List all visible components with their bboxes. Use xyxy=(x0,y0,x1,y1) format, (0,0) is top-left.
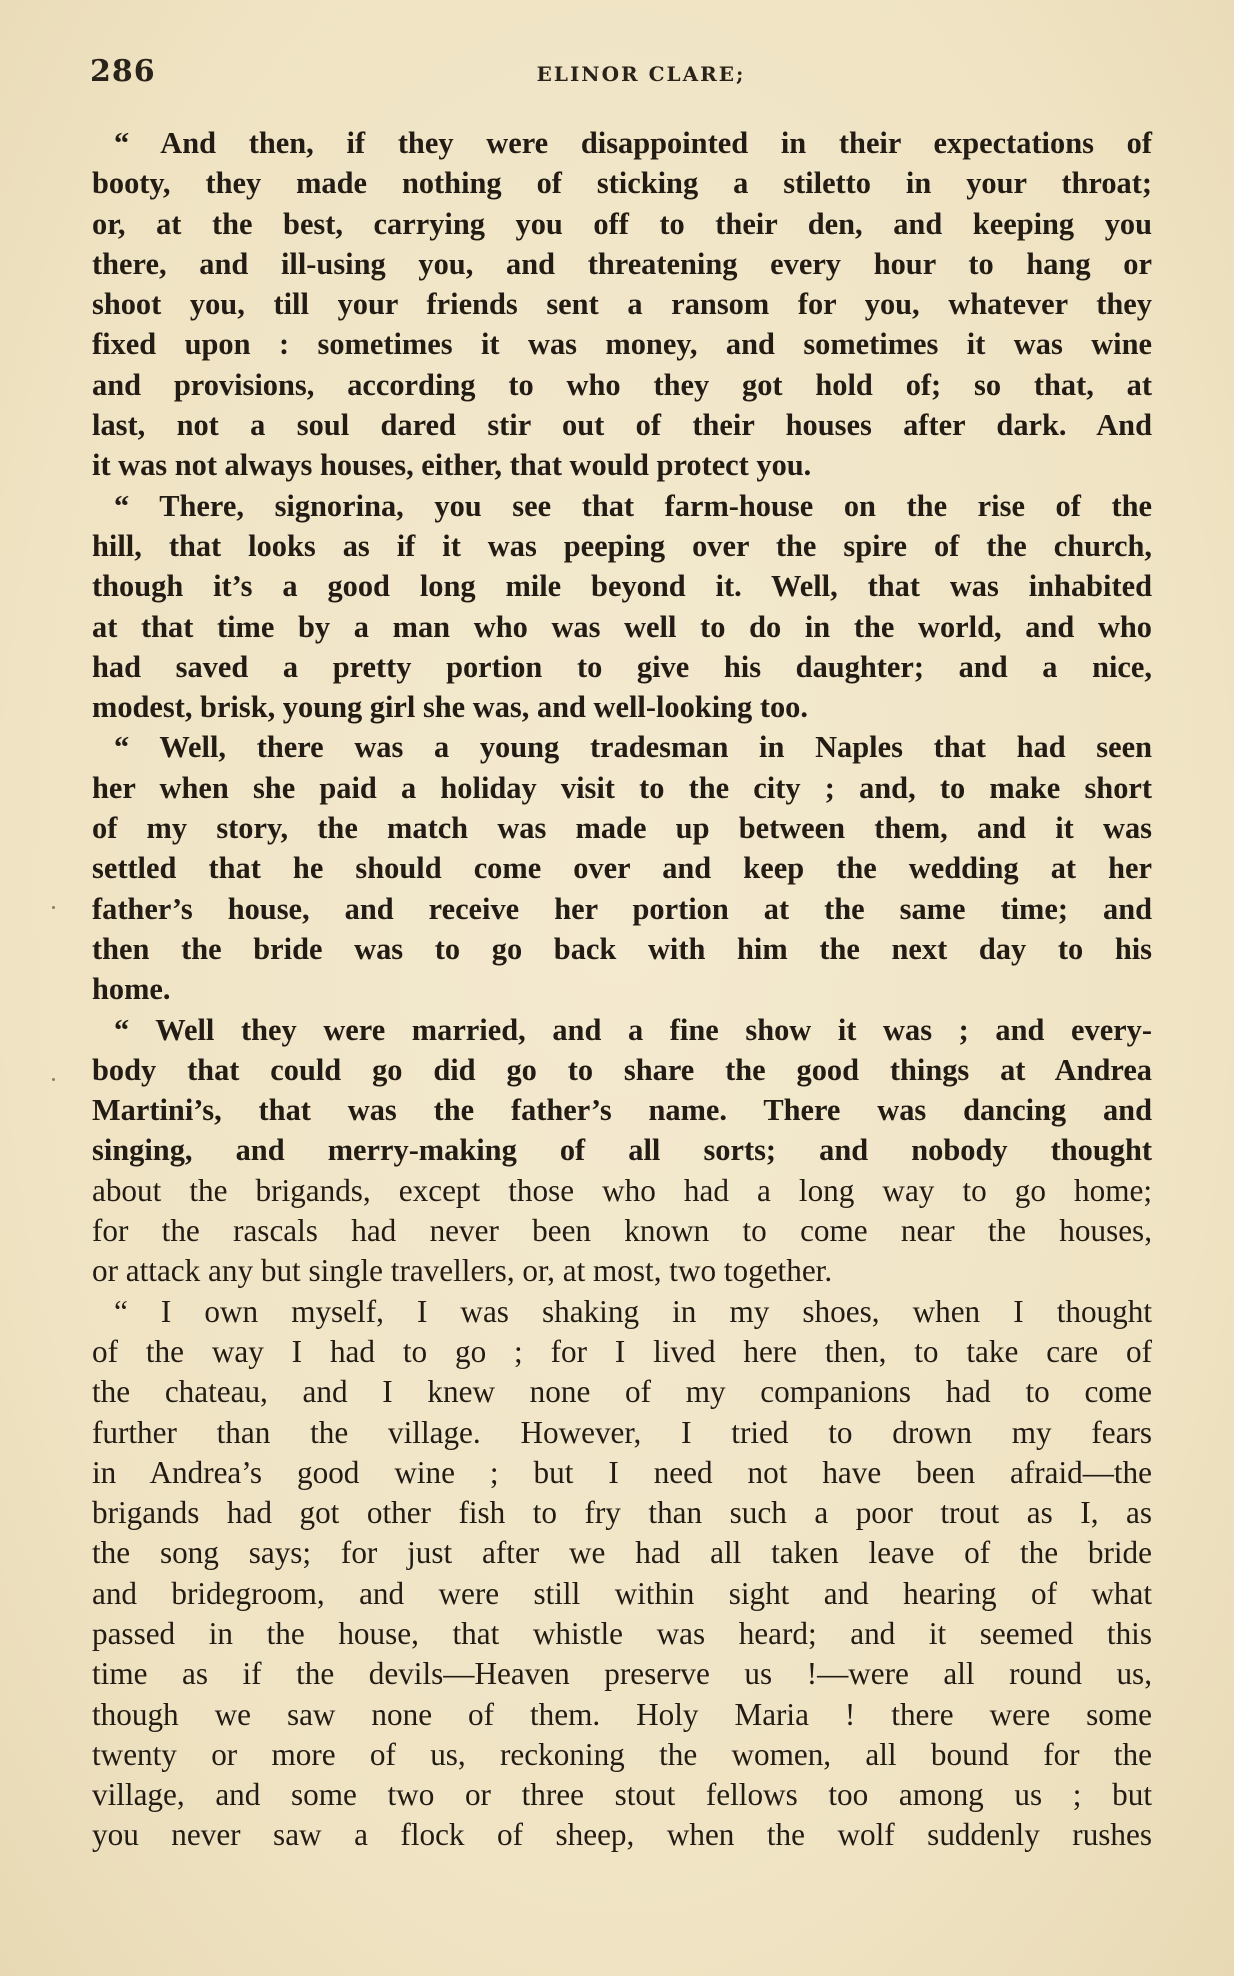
text-line: “ Well, there was a young tradesman in Naples that had seen xyxy=(114,730,1152,765)
body-text xyxy=(92,123,1152,1856)
text-line: though it’s a good long mile beyond it. Well, that was inhabited xyxy=(92,569,1152,604)
text-line: singing, and merry-making of all sorts; and nobody thought xyxy=(92,1133,1152,1168)
page-number: 286 xyxy=(90,54,156,89)
text-line: modest, brisk, young girl she was, and well-looking too. xyxy=(92,690,808,725)
text-line: in Andrea’s good wine ; but I need not have been afraid—the xyxy=(92,1454,1152,1490)
text-line: booty, they made nothing of sticking a stiletto in your throat; xyxy=(92,166,1152,201)
text-line: it was not always houses, either, that would protect you. xyxy=(92,448,812,483)
text-line: body that could go did go to share the good things at Andrea xyxy=(92,1052,1152,1087)
text-line: then the bride was to go back with him the next day to his xyxy=(92,931,1152,966)
text-line: you never saw a flock of sheep, when the wolf suddenly rushes xyxy=(92,1817,1152,1853)
text-line: about the brigands, except those who had a long way to go home; xyxy=(92,1172,1152,1208)
text-line: time as if the devils—Heaven preserve us !—were all round us, xyxy=(92,1656,1152,1692)
text-line: settled that he should come over and keep the wedding at her xyxy=(92,851,1152,886)
text-line: the song says; for just after we had all taken leave of the bride xyxy=(92,1535,1152,1571)
margin-speck xyxy=(52,906,55,909)
text-line: father’s house, and receive her portion at the same time; and xyxy=(92,891,1152,926)
text-line: fixed upon : sometimes it was money, and sometimes it was wine xyxy=(92,327,1152,362)
text-line: “ Well they were married, and a fine show it was ; and every- xyxy=(114,1012,1152,1047)
text-line: hill, that looks as if it was peeping over the spire of the church, xyxy=(92,528,1152,563)
text-line: “ I own myself, I was shaking in my shoes, when I thought xyxy=(114,1293,1152,1329)
text-line: her when she paid a holiday visit to the city ; and, to make short xyxy=(92,770,1152,805)
text-line: the chateau, and I knew none of my companions had to come xyxy=(92,1374,1152,1410)
text-line: brigands had got other fish to fry than such a poor trout as I, as xyxy=(92,1495,1152,1531)
text-line: for the rascals had never been known to come near the houses, xyxy=(92,1213,1152,1249)
text-line: further than the village. However, I tried to drown my fears xyxy=(92,1414,1152,1450)
text-line: “ And then, if they were disappointed in their expectations of xyxy=(114,126,1152,160)
text-line: twenty or more of us, reckoning the women, all bound for the xyxy=(92,1736,1152,1772)
text-line: of the way I had to go ; for I lived here then, to take care of xyxy=(92,1333,1152,1369)
text-line: and bridegroom, and were still within sight and hearing of what xyxy=(92,1575,1152,1611)
text-line: and provisions, according to who they got hold of; so that, at xyxy=(92,367,1152,402)
text-line: last, not a soul dared stir out of their houses after dark. And xyxy=(92,408,1152,443)
margin-speck xyxy=(52,1078,55,1081)
page-header xyxy=(90,54,1152,104)
text-line: home. xyxy=(92,972,171,1007)
text-line: or, at the best, carrying you off to their den, and keeping you xyxy=(92,206,1152,241)
text-line: there, and ill-using you, and threatening every hour to hang or xyxy=(92,246,1152,281)
running-head: ELINOR CLARE; xyxy=(536,62,746,86)
text-line: “ There, signorina, you see that farm-house on the rise of the xyxy=(114,488,1152,523)
text-line: or attack any but single travellers, or, at most, two together. xyxy=(92,1253,833,1289)
text-line: Martini’s, that was the father’s name. There was dancing and xyxy=(92,1093,1152,1128)
text-line: of my story, the match was made up between them, and it was xyxy=(92,811,1152,846)
text-line: though we saw none of them. Holy Maria ! there were some xyxy=(92,1696,1152,1732)
text-line: had saved a pretty portion to give his daughter; and a nice, xyxy=(92,649,1152,684)
text-line: village, and some two or three stout fellows too among us ; but xyxy=(92,1777,1152,1813)
text-line: at that time by a man who was well to do in the world, and who xyxy=(92,609,1152,644)
text-line: shoot you, till your friends sent a ransom for you, whatever they xyxy=(92,287,1152,322)
text-line: passed in the house, that whistle was heard; and it seemed this xyxy=(92,1615,1152,1651)
